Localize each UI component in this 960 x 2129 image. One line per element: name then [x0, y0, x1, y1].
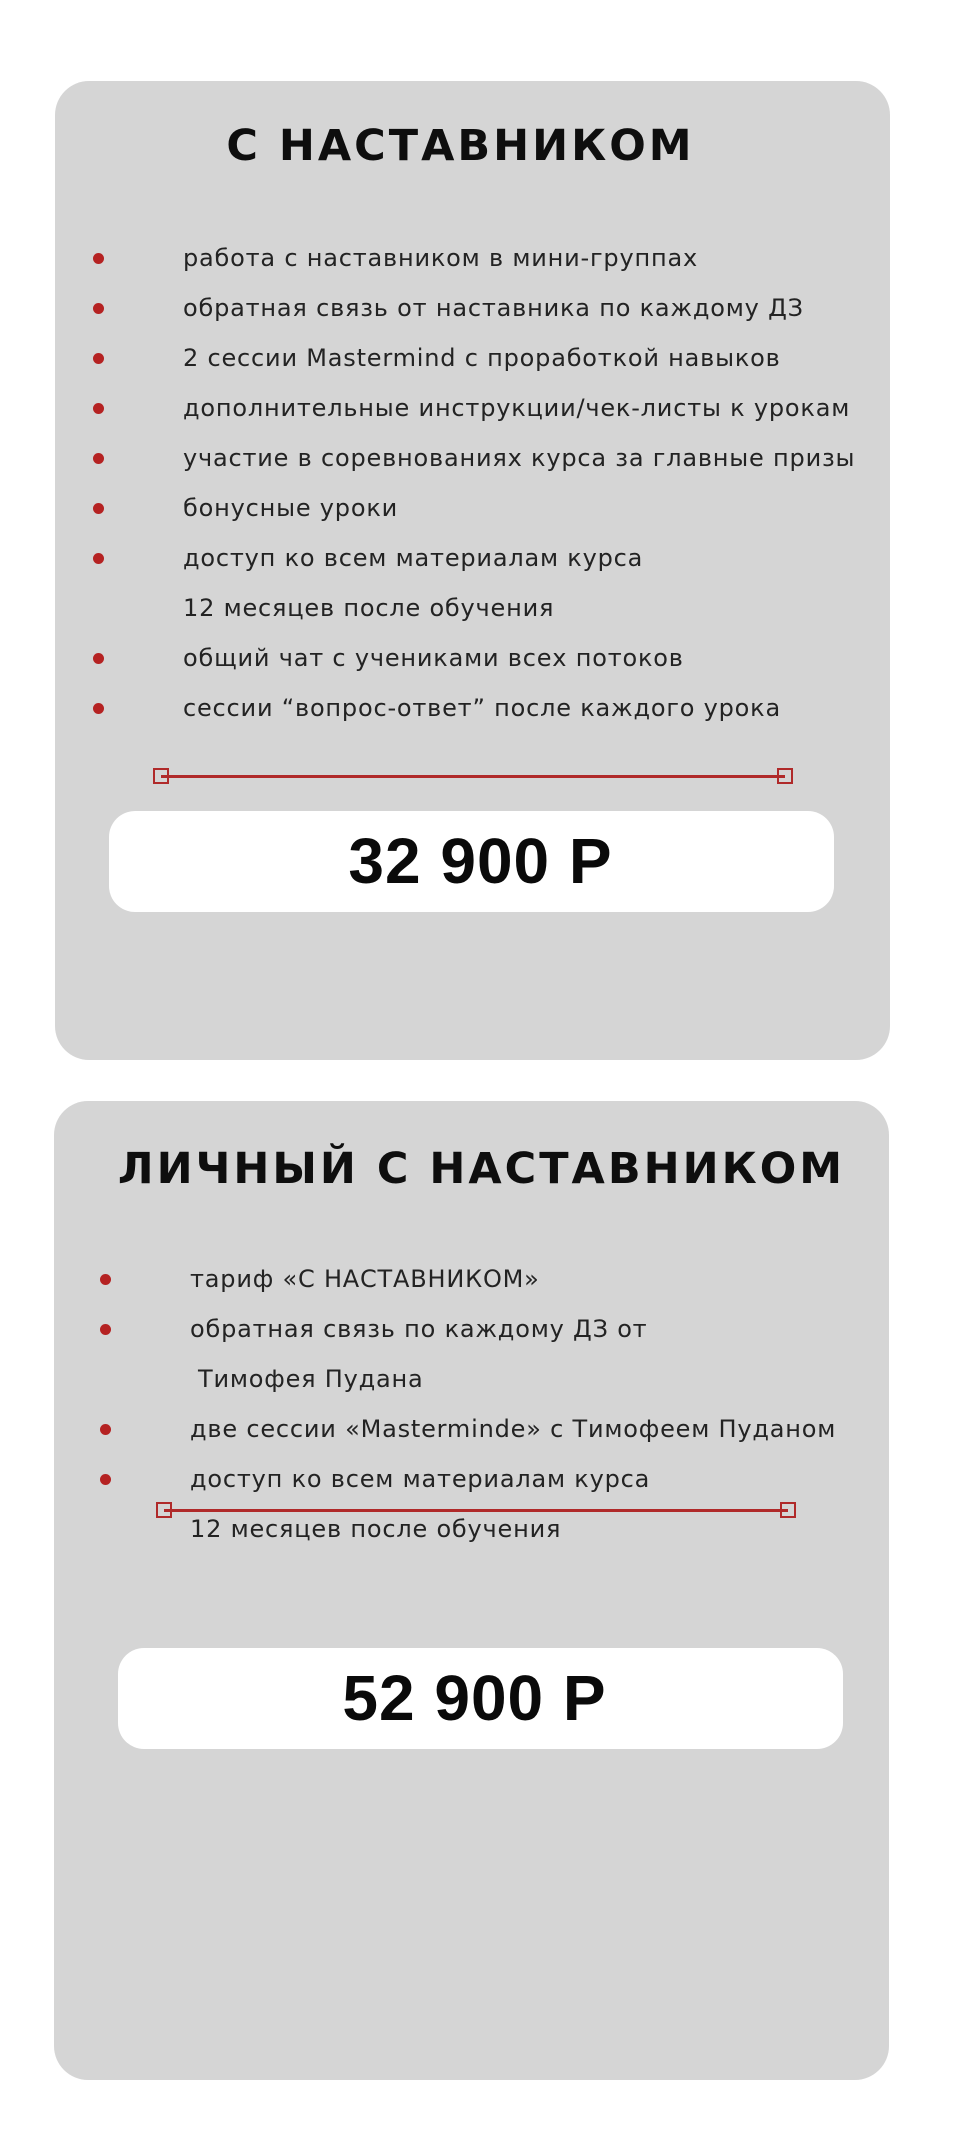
feature-text: тариф «С НАСТАВНИКОМ»	[190, 1265, 540, 1293]
plan-card-mentor	[55, 81, 890, 1060]
bullet-dot-icon	[93, 403, 104, 414]
feature-text: Тимофея Пудана	[198, 1365, 424, 1393]
bullet-dot-icon	[100, 1324, 111, 1335]
plan-card-personal-mentor	[54, 1101, 889, 2080]
price: 32 900 Р	[348, 825, 613, 897]
plan-title: С НАСТАВНИКОМ	[226, 121, 695, 171]
bullet-dot-icon	[93, 303, 104, 314]
feature-text: 12 месяцев после обучения	[190, 1515, 562, 1543]
square-handle-icon	[780, 1502, 796, 1518]
feature-text: обратная связь от наставника по каждому ДЗ	[183, 294, 804, 322]
bullet-dot-icon	[93, 253, 104, 264]
feature-text: бонусные уроки	[183, 494, 399, 522]
feature-text: две сессии «Masterminde» с Тимофеем Пуданом	[190, 1415, 837, 1443]
bullet-dot-icon	[93, 503, 104, 514]
price-box	[109, 811, 834, 912]
bullet-dot-icon	[93, 353, 104, 364]
feature-text: общий чат с учениками всех потоков	[183, 644, 684, 672]
bullet-dot-icon	[93, 653, 104, 664]
feature-text: доступ ко всем материалам курса	[183, 544, 644, 572]
divider-line	[161, 775, 785, 778]
feature-text: сессии “вопрос-ответ” после каждого урока	[183, 694, 781, 722]
price: 52 900 Р	[342, 1662, 607, 1734]
feature-text: дополнительные инструкции/чек-листы к урокам	[183, 394, 851, 422]
bullet-dot-icon	[93, 553, 104, 564]
bullet-dot-icon	[100, 1424, 111, 1435]
square-handle-icon	[777, 768, 793, 784]
bullet-dot-icon	[93, 703, 104, 714]
bullet-dot-icon	[100, 1274, 111, 1285]
feature-text: 2 сессии Mastermind с проработкой навыков	[183, 344, 781, 372]
bullet-dot-icon	[93, 453, 104, 464]
divider-line	[164, 1509, 788, 1512]
feature-text: участие в соревнованиях курса за главные призы	[183, 444, 856, 472]
feature-text: 12 месяцев после обучения	[183, 594, 555, 622]
bullet-dot-icon	[100, 1474, 111, 1485]
divider	[153, 768, 793, 784]
feature-text: обратная связь по каждому ДЗ от	[190, 1315, 648, 1343]
feature-text: работа с наставником в мини-группах	[183, 244, 698, 272]
plan-title: ЛИЧНЫЙ С НАСТАВНИКОМ	[117, 1144, 846, 1194]
divider	[156, 1502, 796, 1518]
price-box	[118, 1648, 843, 1749]
feature-text: доступ ко всем материалам курса	[190, 1465, 651, 1493]
